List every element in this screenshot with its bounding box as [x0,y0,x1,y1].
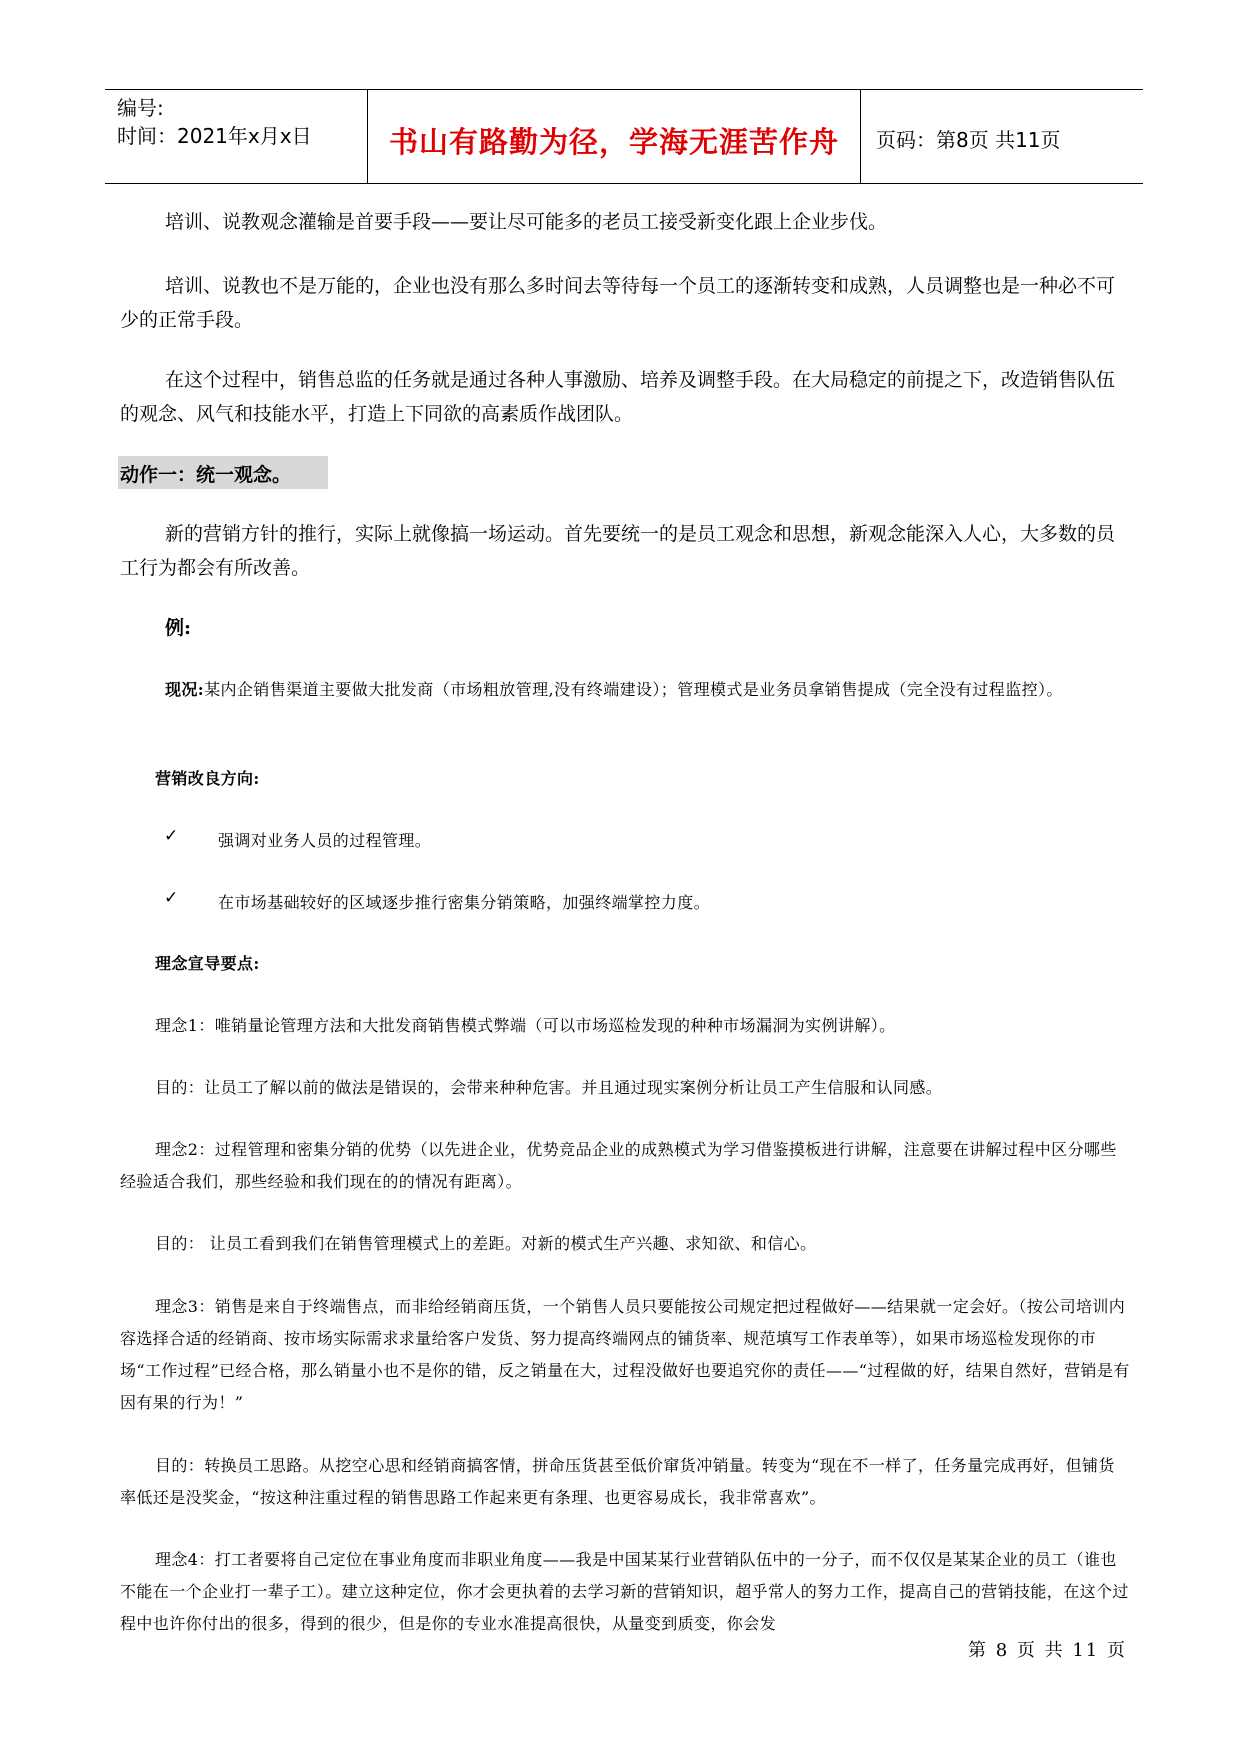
page-footer: 第 8 页 共 11 页 [968,1640,1127,1661]
document-time-label: 时间：2021年x月x日 [117,124,312,148]
improve-item-1: 强调对业务人员的过程管理。 [218,831,432,850]
status-label: 现况: [165,680,205,699]
status-text: 某内企销售渠道主要做大批发商（市场粗放管理,没有终端建设）；管理模式是业务员拿销售提成（完全没有过程监控）。 [204,680,1063,699]
section-heading: 动作一：统一观念。 [120,464,292,486]
status-paragraph [120,674,1130,706]
paragraph-3: 在这个过程中，销售总监的任务就是通过各种人事激励、培养及调整手段。在大局稳定的前提之下，改造销售队伍的观念、风气和技能水平，打造上下同欲的高素质作战团队。 [120,369,1116,425]
paragraph-2: 培训、说教也不是万能的，企业也没有那么多时间去等待每一个员工的逐渐转变和成熟，人员调整也是一种必不可少的正常手段。 [120,275,1116,331]
concept-1: 理念1：唯销量论管理方法和大批发商销售模式弊端（可以市场巡检发现的种种市场漏洞为实例讲解）。 [155,1016,896,1035]
concept-4: 理念4：打工者要将自己定位在事业角度而非职业角度——我是中国某某行业营销队伍中的一分子，而不仅仅是某某企业的员工（谁也不能在一个企业打一辈子工）。建立这种定位，你才会更执着的去学习新的营销知识，超乎常人的努力工作，提高自己的营销技能，在这个过程中也许你付出的很多，得到的很少，但是你的专业水准提高很快，从量变到质变，你会发 [120,1550,1129,1633]
concept-label: 理念宣导要点: [155,954,260,973]
goal-3: 目的：转换员工思路。从挖空心思和经销商搞客情，拼命压货甚至低价窜货冲销量。转变为“现在不一样了，任务量完成再好，但铺货率低还是没奖金，“按这种注重过程的销售思路工作起来更有条理、也更容易成长，我非常喜欢”。 [120,1456,1115,1507]
section-heading-highlight [118,456,328,489]
goal-1: 目的：让员工了解以前的做法是错误的，会带来种种危害。并且通过现实案例分析让员工产生信服和认同感。 [155,1078,943,1097]
checkmark-icon: ✓ [164,826,179,846]
paragraph-1: 培训、说教观念灌输是首要手段——要让尽可能多的老员工接受新变化跟上企业步伐。 [165,211,888,233]
improve-item-2: 在市场基础较好的区域逐步推行密集分销策略，加强终端掌控力度。 [218,893,711,912]
document-number-label: 编号: [117,96,164,120]
concept-3: 理念3：销售是来自于终端售点，而非给经销商压货，一个销售人员只要能按公司规定把过程做好——结果就一定会好。（按公司培训内容选择合适的经销商、按市场实际需求求量给客户发货、努力提高终端网点的铺货率、规范填写工作表单等），如果市场巡检发现你的市场“工作过程”已经合格，那么销量小也不是你的错，反之销量在大，过程没做好也要追究你的责任——“过程做的好，结果自然好，营销是有因有果的行为！” [120,1297,1130,1412]
header-page-cell [862,90,1142,183]
header-motto-cell [368,90,861,183]
paragraph-4: 新的营销方针的推行，实际上就像搞一场运动。首先要统一的是员工观念和思想，新观念能深入人心，大多数的员工行为都会有所改善。 [120,523,1116,579]
concept-2: 理念2：过程管理和密集分销的优势（以先进企业，优势竞品企业的成熟模式为学习借鉴摸板进行讲解，注意要在讲解过程中区分哪些经验适合我们，那些经验和我们现在的的情况有距离）。 [120,1140,1117,1191]
checkmark-icon: ✓ [164,888,179,908]
goal-2: 目的： 让员工看到我们在销售管理模式上的差距。对新的模式生产兴趣、求知欲、和信心。 [155,1234,817,1253]
page-header [105,89,1143,184]
header-motto: 书山有路勤为径，学海无涯苦作舟 [388,125,839,159]
improve-label: 营销改良方向: [155,769,260,788]
example-label: 例: [165,617,192,639]
header-page-label: 页码：第8页 共11页 [876,128,1061,152]
header-left-cell [105,90,368,183]
